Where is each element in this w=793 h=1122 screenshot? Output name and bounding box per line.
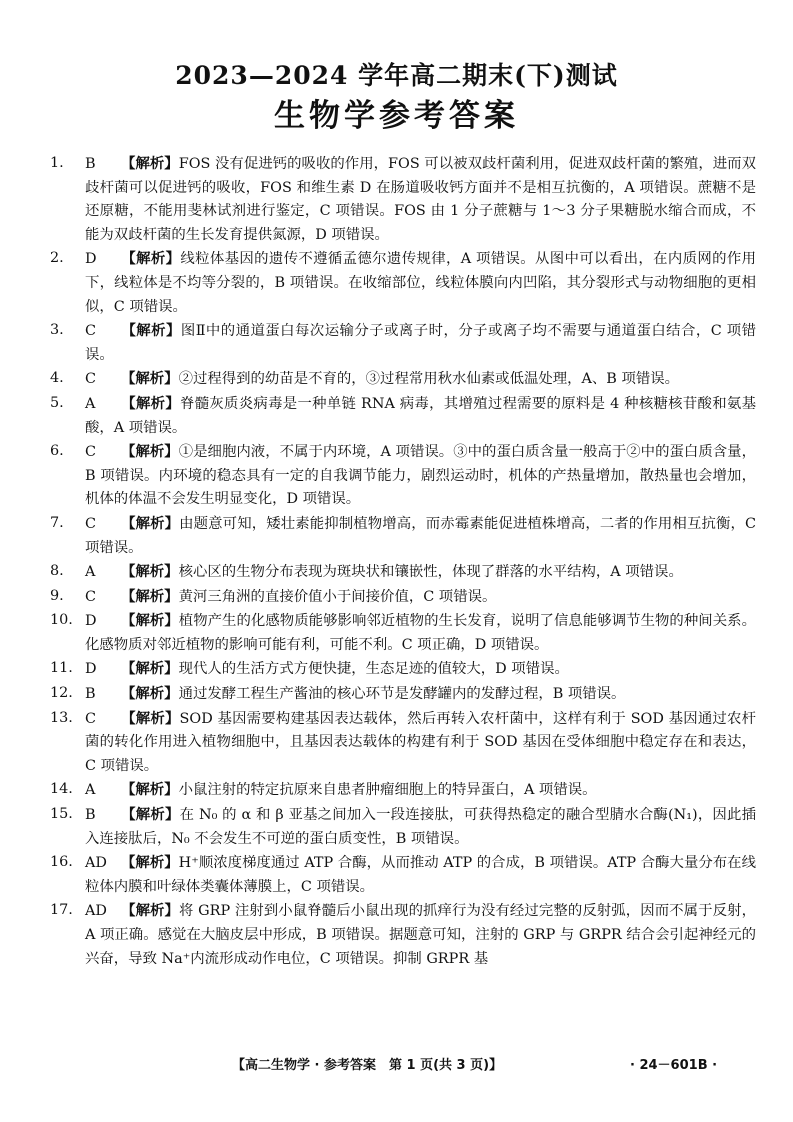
answer-body — [85, 657, 756, 682]
analysis-tag: 【解析】 — [121, 854, 179, 872]
question-number: 16. — [50, 854, 73, 871]
answer-item — [50, 707, 756, 779]
answer-choice: A — [85, 395, 96, 412]
answer-item — [50, 512, 756, 560]
answer-choice: C — [85, 588, 97, 605]
question-number: 4. — [50, 370, 64, 387]
answer-body — [85, 247, 756, 319]
answer-choice: B — [85, 807, 96, 824]
footer-code: · 24－601B · — [630, 1058, 718, 1073]
answer-choice: A — [85, 782, 96, 799]
analysis-text: 在 N₀ 的 α 和 β 亚基之间加入一段连接肽，可获得热稳定的融合型腈水合酶(N₁)，因此插入连接肽后，N₀ 不会发生不可逆的蛋白质变性，B 项错误。 — [85, 807, 756, 847]
answer-item — [50, 247, 756, 319]
answer-item — [50, 440, 756, 512]
analysis-tag: 【解析】 — [121, 563, 179, 581]
answer-choice: AD — [85, 855, 107, 872]
analysis-text: SOD 基因需要构建基因表达载体，然后再转入农杆菌中，这样有利于 SOD 基因通过农杆菌的转化作用进入植物细胞中，且基因表达载体的构建有利于 SOD 基因在受体细胞中稳定存在和表达，C 项错误。 — [85, 710, 756, 774]
question-number: 3. — [50, 322, 64, 339]
answer-choice: D — [85, 661, 97, 678]
answer-item — [50, 851, 756, 899]
answer-choice: C — [85, 371, 97, 388]
analysis-text: 核心区的生物分布表现为斑块状和镶嵌性，体现了群落的水平结构，A 项错误。 — [178, 564, 683, 581]
analysis-text: 图Ⅱ中的通道蛋白每次运输分子或离子时，分子或离子均不需要与通道蛋白结合，C 项错误。 — [85, 323, 756, 363]
answer-body — [85, 440, 756, 512]
answer-item — [50, 152, 756, 247]
analysis-text: 线粒体基因的遗传不遵循孟德尔遗传规律，A 项错误。从图中可以看出，在内质网的作用下，线粒体是不均等分裂的，B 项错误。在收缩部位，线粒体膜向内凹陷，其分裂形式与动物细胞的更相似，C 项错误。 — [85, 251, 756, 315]
question-number: 6. — [50, 443, 64, 460]
answer-item — [50, 319, 756, 367]
answer-body — [85, 682, 756, 707]
analysis-tag: 【解析】 — [121, 685, 179, 703]
answer-body — [85, 367, 756, 392]
answer-choice: C — [85, 323, 97, 340]
question-number: 8. — [50, 563, 64, 580]
answer-body — [85, 152, 756, 247]
answer-choice: B — [85, 156, 96, 172]
question-number: 5. — [50, 394, 64, 411]
answer-item — [50, 682, 756, 707]
answer-choice: B — [85, 686, 96, 703]
analysis-text: 植物产生的化感物质能够影响邻近植物的生长发育，说明了信息能够调节生物的种间关系。化感物质对邻近植物的影响可能有利，可能不利。C 项正确，D 项错误。 — [85, 613, 756, 653]
question-number: 7. — [50, 514, 64, 531]
analysis-text: FOS 没有促进钙的吸收的作用，FOS 可以被双歧杆菌利用，促进双歧杆菌的繁殖，进而双歧杆菌可以促进钙的吸收，FOS 和维生素 D 在肠道吸收钙方面并不是相互抗衡的，A 项错误。蔗糖不是还原糖，不能用斐林试剂进行鉴定，C 项错误。FOS 由 1 分子蔗糖与 1～3 分子果糖脱水缩合而成，不能为双歧杆菌的生长发育提供氮源，D 项错误。 — [85, 156, 756, 243]
answer-body — [85, 803, 756, 851]
analysis-tag: 【解析】 — [121, 394, 181, 412]
answer-choice: D — [85, 613, 97, 630]
analysis-tag: 【解析】 — [121, 902, 180, 920]
analysis-text: ①是细胞内液，不属于内环境，A 项错误。③中的蛋白质含量一般高于②中的蛋白质含量，B 项错误。内环境的稳态具有一定的自我调节能力，剧烈运动时，机体的产热量增加，散热量也会增加，机体的体温不会发生明显变化，D 项错误。 — [85, 444, 756, 508]
question-number: 11. — [50, 660, 73, 677]
answer-item — [50, 367, 756, 392]
answer-choice: C — [85, 710, 97, 727]
analysis-text: 由题意可知，矮壮素能抑制植物增高，而赤霉素能促进植株增高，二者的作用相互抗衡，C 项错误。 — [85, 515, 756, 556]
answer-body — [85, 319, 756, 367]
answer-choice: C — [85, 515, 97, 532]
question-number: 1. — [50, 155, 64, 171]
analysis-tag: 【解析】 — [121, 781, 179, 799]
document-title: 2023—2024 学年高二期末(下)测试 — [175, 61, 618, 90]
question-number: 17. — [50, 902, 73, 919]
answer-body — [85, 851, 756, 899]
question-number: 10. — [50, 612, 73, 629]
answer-item — [50, 609, 756, 657]
question-number: 12. — [50, 685, 73, 702]
question-number: 14. — [50, 781, 73, 798]
question-number: 13. — [50, 709, 73, 726]
answer-body — [85, 560, 756, 585]
answer-body — [85, 778, 756, 803]
footer-page-info: 【高二生物学 · 参考答案 第 1 页(共 3 页)】 — [232, 1058, 503, 1073]
answer-choice: A — [85, 564, 96, 581]
answer-choice: AD — [85, 903, 107, 920]
answer-item — [50, 560, 756, 585]
analysis-tag: 【解析】 — [121, 587, 179, 605]
analysis-text: ②过程得到的幼苗是不育的，③过程常用秋水仙素或低温处理，A、B 项错误。 — [178, 371, 680, 388]
answer-body — [85, 609, 756, 657]
analysis-tag: 【解析】 — [121, 612, 179, 630]
answer-choice: C — [85, 444, 97, 461]
answer-item — [50, 803, 756, 851]
answer-item — [50, 899, 756, 971]
analysis-tag: 【解析】 — [121, 250, 181, 268]
analysis-tag: 【解析】 — [121, 155, 179, 172]
analysis-text: 将 GRP 注射到小鼠脊髓后小鼠出现的抓痒行为没有经过完整的反射弧，因而不属于反射，A 项正确。感觉在大脑皮层中形成，B 项错误。据题意可知，注射的 GRP 与 GRPR 结合会引起神经元的兴奋，导致 Na⁺内流形成动作电位，C 项错误。抑制 GRPR 基 — [85, 903, 756, 967]
answer-body — [85, 899, 756, 971]
question-number: 2. — [50, 250, 64, 267]
analysis-tag: 【解析】 — [121, 443, 179, 461]
analysis-text: 黄河三角洲的直接价值小于间接价值，C 项错误。 — [178, 588, 497, 605]
answer-body — [85, 512, 756, 560]
answer-item — [50, 657, 756, 682]
analysis-tag: 【解析】 — [121, 322, 181, 340]
analysis-tag: 【解析】 — [121, 370, 179, 388]
answer-body — [85, 585, 756, 610]
answer-choice: D — [85, 251, 97, 268]
answer-body — [85, 707, 756, 779]
question-number: 15. — [50, 806, 73, 823]
analysis-tag: 【解析】 — [121, 709, 180, 727]
analysis-text: H⁺顺浓度梯度通过 ATP 合酶，从而推动 ATP 的合成，B 项错误。ATP 合酶大量分布在线粒体内膜和叶绿体类囊体薄膜上，C 项错误。 — [85, 855, 756, 895]
analysis-text: 小鼠注射的特定抗原来自患者肿瘤细胞上的特异蛋白，A 项错误。 — [178, 782, 597, 799]
analysis-tag: 【解析】 — [121, 660, 179, 678]
analysis-tag: 【解析】 — [121, 514, 180, 532]
answer-item — [50, 778, 756, 803]
answer-list — [50, 152, 756, 971]
document-subtitle: 生物学参考答案 — [274, 98, 519, 134]
question-number: 9. — [50, 587, 64, 604]
analysis-text: 现代人的生活方式方便快捷，生态足迹的值较大，D 项错误。 — [178, 661, 569, 678]
answer-item — [50, 392, 756, 440]
answer-body — [85, 392, 756, 440]
analysis-tag: 【解析】 — [121, 806, 180, 824]
analysis-text: 通过发酵工程生产酱油的核心环节是发酵罐内的发酵过程，B 项错误。 — [178, 686, 626, 703]
answer-item — [50, 585, 756, 610]
analysis-text: 脊髓灰质炎病毒是一种单链 RNA 病毒，其增殖过程需要的原料是 4 种核糖核苷酸和氨基酸，A 项错误。 — [85, 395, 756, 436]
